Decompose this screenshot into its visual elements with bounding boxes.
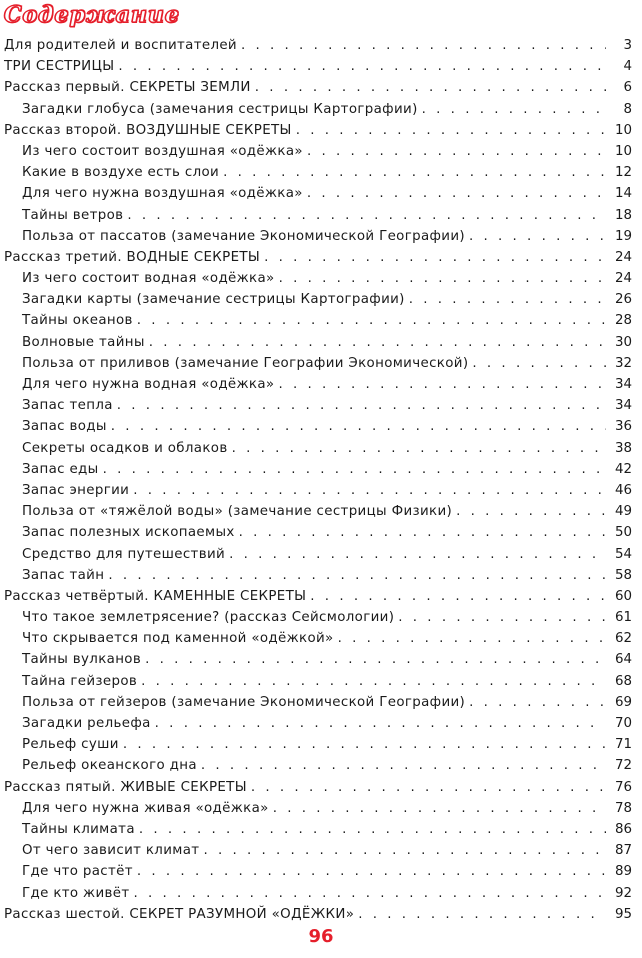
- toc-entry-row: [0, 289, 642, 310]
- toc-entry-page: 42: [614, 461, 632, 477]
- dot-leader: [133, 480, 606, 501]
- dot-leader: [203, 840, 606, 861]
- toc-entry-label: Рассказ первый. СЕКРЕТЫ ЗЕМЛИ: [4, 80, 251, 96]
- dot-leader: [255, 77, 606, 98]
- toc-entry-label: Загадки карты (замечание сестрицы Картографии): [22, 292, 405, 308]
- toc-entry-page: 30: [614, 334, 632, 350]
- toc-chapter-row: [0, 35, 642, 56]
- dot-leader: [118, 56, 606, 77]
- dot-leader: [137, 861, 606, 882]
- toc-chapter-row: [0, 77, 642, 98]
- toc-entry-label: Что такое землетрясение? (рассказ Сейсмологии): [22, 610, 395, 626]
- toc-entry-label: Загадки глобуса (замечания сестрицы Картографии): [22, 101, 418, 117]
- toc-entry-page: 87: [614, 843, 632, 859]
- dot-leader: [155, 713, 606, 734]
- toc-entry-page: 12: [614, 165, 632, 181]
- toc-chapter-row: [0, 56, 642, 77]
- dot-leader: [472, 353, 606, 374]
- table-of-contents: [0, 35, 642, 925]
- toc-entry-label: Волновые тайны: [22, 334, 145, 350]
- dot-leader: [398, 607, 606, 628]
- toc-entry-row: [0, 395, 642, 416]
- toc-entry-page: 3: [623, 38, 632, 53]
- dot-leader: [141, 671, 606, 692]
- toc-entry-page: 36: [614, 419, 632, 435]
- toc-entry-label: Польза от «тяжёлой воды» (замечание сестрицы Физики): [22, 504, 453, 520]
- toc-entry-label: Рельеф океанского дна: [22, 758, 197, 774]
- toc-entry-page: 14: [614, 186, 632, 202]
- dot-leader: [307, 141, 606, 162]
- toc-entry-label: Из чего состоит водная «одёжка»: [22, 271, 275, 287]
- toc-entry-row: [0, 141, 642, 162]
- toc-entry-row: [0, 883, 642, 904]
- toc-entry-row: [0, 798, 642, 819]
- toc-entry-page: 24: [614, 249, 632, 265]
- dot-leader: [296, 120, 606, 141]
- toc-entry-label: Польза от приливов (замечание Географии Экономической): [22, 355, 469, 371]
- toc-entry-label: Рассказ шестой. СЕКРЕТ РАЗУМНОЙ «ОДЁЖКИ»: [4, 906, 355, 922]
- dot-leader: [279, 268, 606, 289]
- dot-leader: [251, 777, 606, 798]
- toc-entry-page: 26: [614, 292, 632, 308]
- dot-leader: [232, 438, 606, 459]
- toc-entry-page: 89: [614, 864, 632, 880]
- dot-leader: [469, 226, 606, 247]
- dot-leader: [273, 798, 606, 819]
- toc-entry-label: Запас полезных ископаемых: [22, 525, 235, 541]
- toc-entry-page: 10: [614, 143, 632, 159]
- dot-leader: [422, 99, 606, 120]
- toc-entry-page: 69: [614, 694, 632, 710]
- dot-leader: [108, 565, 606, 586]
- toc-entry-page: 64: [614, 652, 632, 668]
- toc-entry-row: [0, 99, 642, 120]
- toc-entry-row: [0, 671, 642, 692]
- dot-leader: [241, 35, 606, 56]
- dot-leader: [134, 883, 606, 904]
- dot-leader: [264, 247, 606, 268]
- toc-entry-row: [0, 183, 642, 204]
- toc-entry-page: 10: [614, 122, 632, 138]
- toc-entry-label: Из чего состоит воздушная «одёжка»: [22, 143, 303, 159]
- dot-leader: [103, 459, 606, 480]
- toc-entry-page: 72: [614, 758, 632, 774]
- toc-entry-page: 68: [614, 673, 632, 689]
- toc-entry-row: [0, 692, 642, 713]
- toc-entry-row: [0, 332, 642, 353]
- toc-entry-row: [0, 310, 642, 331]
- dot-leader: [310, 586, 606, 607]
- toc-entry-label: Рельеф суши: [22, 737, 119, 753]
- dot-leader: [201, 755, 606, 776]
- toc-entry-page: 38: [614, 440, 632, 456]
- toc-entry-label: От чего зависит климат: [22, 843, 200, 859]
- toc-entry-row: [0, 840, 642, 861]
- page-number: 96: [308, 926, 334, 947]
- toc-entry-label: Что скрывается под каменной «одёжкой»: [22, 631, 334, 647]
- toc-entry-row: [0, 416, 642, 437]
- toc-entry-page: 95: [614, 906, 632, 922]
- toc-entry-label: Польза от пассатов (замечание Экономической Географии): [22, 228, 465, 244]
- toc-entry-row: [0, 501, 642, 522]
- toc-entry-label: Запас воды: [22, 419, 107, 435]
- toc-entry-page: 58: [614, 567, 632, 583]
- toc-entry-label: Тайна гейзеров: [22, 673, 138, 689]
- toc-entry-row: [0, 544, 642, 565]
- toc-entry-label: Рассказ пятый. ЖИВЫЕ СЕКРЕТЫ: [4, 779, 247, 795]
- toc-entry-row: [0, 755, 642, 776]
- dot-leader: [139, 819, 606, 840]
- toc-entry-row: [0, 649, 642, 670]
- toc-entry-page: 86: [614, 821, 632, 837]
- toc-entry-label: Для чего нужна водная «одёжка»: [22, 377, 275, 392]
- dot-leader: [149, 332, 606, 353]
- dot-leader: [409, 289, 606, 310]
- toc-entry-page: 70: [614, 716, 632, 731]
- toc-chapter-row: [0, 777, 642, 798]
- dot-leader: [358, 904, 606, 925]
- toc-entry-label: Рассказ четвёртый. КАМЕННЫЕ СЕКРЕТЫ: [4, 588, 307, 604]
- toc-entry-page: 19: [614, 228, 632, 244]
- toc-entry-row: [0, 734, 642, 755]
- toc-entry-row: [0, 480, 642, 501]
- dot-leader: [456, 501, 606, 522]
- dot-leader: [278, 374, 606, 395]
- dot-leader: [145, 649, 606, 670]
- toc-entry-label: Секреты осадков и облаков: [22, 440, 228, 456]
- toc-entry-row: [0, 353, 642, 374]
- toc-entry-row: [0, 162, 642, 183]
- toc-entry-row: [0, 374, 642, 395]
- toc-entry-row: [0, 268, 642, 289]
- toc-entry-page: 18: [614, 207, 632, 223]
- toc-chapter-row: [0, 120, 642, 141]
- toc-entry-row: [0, 607, 642, 628]
- toc-chapter-row: [0, 586, 642, 607]
- dot-leader: [123, 734, 606, 755]
- dot-leader: [239, 522, 606, 543]
- toc-entry-page: 34: [614, 398, 632, 414]
- toc-entry-label: Запас тайн: [22, 567, 105, 583]
- toc-entry-row: [0, 459, 642, 480]
- toc-entry-page: 6: [623, 80, 632, 96]
- dot-leader: [111, 416, 606, 437]
- toc-entry-label: Рассказ второй. ВОЗДУШНЫЕ СЕКРЕТЫ: [4, 122, 292, 138]
- toc-entry-row: [0, 861, 642, 882]
- toc-entry-label: Запас энергии: [22, 482, 130, 498]
- toc-entry-label: Запас тепла: [22, 398, 113, 414]
- toc-entry-page: 60: [614, 588, 632, 604]
- toc-entry-label: Средство для путешествий: [22, 546, 226, 562]
- dot-leader: [223, 162, 606, 183]
- toc-entry-label: Запас еды: [22, 461, 99, 477]
- toc-entry-row: [0, 628, 642, 649]
- toc-entry-label: Для чего нужна живая «одёжка»: [22, 800, 269, 816]
- toc-entry-page: 61: [614, 610, 632, 626]
- dot-leader: [117, 395, 606, 416]
- toc-entry-label: Тайны вулканов: [22, 652, 142, 668]
- dot-leader: [307, 183, 606, 204]
- toc-entry-label: Где кто живёт: [22, 885, 130, 901]
- toc-entry-label: Тайны ветров: [22, 207, 124, 223]
- toc-entry-row: [0, 522, 642, 543]
- toc-entry-page: 71: [614, 737, 632, 753]
- toc-entry-row: [0, 713, 642, 734]
- toc-entry-row: [0, 226, 642, 247]
- toc-entry-page: 46: [614, 482, 632, 498]
- toc-entry-page: 76: [614, 779, 632, 795]
- toc-entry-row: [0, 819, 642, 840]
- toc-entry-label: ТРИ СЕСТРИЦЫ: [4, 59, 115, 75]
- dot-leader: [338, 628, 606, 649]
- toc-entry-page: 92: [614, 885, 632, 901]
- toc-entry-label: Польза от гейзеров (замечание Экономической Географии): [22, 694, 466, 710]
- toc-entry-label: Загадки рельефа: [22, 716, 151, 731]
- toc-entry-page: 32: [614, 355, 632, 371]
- toc-entry-label: Рассказ третий. ВОДНЫЕ СЕКРЕТЫ: [4, 249, 261, 265]
- toc-entry-label: Тайны климата: [22, 821, 135, 837]
- toc-entry-page: 24: [614, 271, 632, 287]
- toc-entry-row: [0, 565, 642, 586]
- toc-entry-label: Для чего нужна воздушная «одёжка»: [22, 186, 303, 202]
- dot-leader: [229, 544, 606, 565]
- toc-entry-page: 54: [614, 546, 632, 562]
- toc-entry-page: 62: [614, 631, 632, 647]
- dot-leader: [469, 692, 606, 713]
- toc-entry-label: Где что растёт: [22, 864, 133, 880]
- dot-leader: [137, 310, 606, 331]
- toc-entry-page: 4: [623, 59, 632, 75]
- dot-leader: [127, 205, 606, 226]
- toc-entry-page: 78: [614, 800, 632, 816]
- toc-chapter-row: [0, 904, 642, 925]
- toc-entry-page: 8: [623, 101, 632, 117]
- page-title: Содержание: [4, 2, 180, 28]
- toc-entry-page: 49: [614, 504, 632, 520]
- toc-entry-page: 34: [614, 377, 632, 392]
- toc-entry-page: 28: [614, 313, 632, 329]
- toc-entry-label: Для родителей и воспитателей: [4, 38, 237, 53]
- toc-entry-label: Тайны океанов: [22, 313, 133, 329]
- toc-entry-row: [0, 205, 642, 226]
- toc-entry-row: [0, 438, 642, 459]
- toc-entry-page: 50: [614, 525, 632, 541]
- toc-entry-label: Какие в воздухе есть слои: [22, 165, 220, 181]
- toc-chapter-row: [0, 247, 642, 268]
